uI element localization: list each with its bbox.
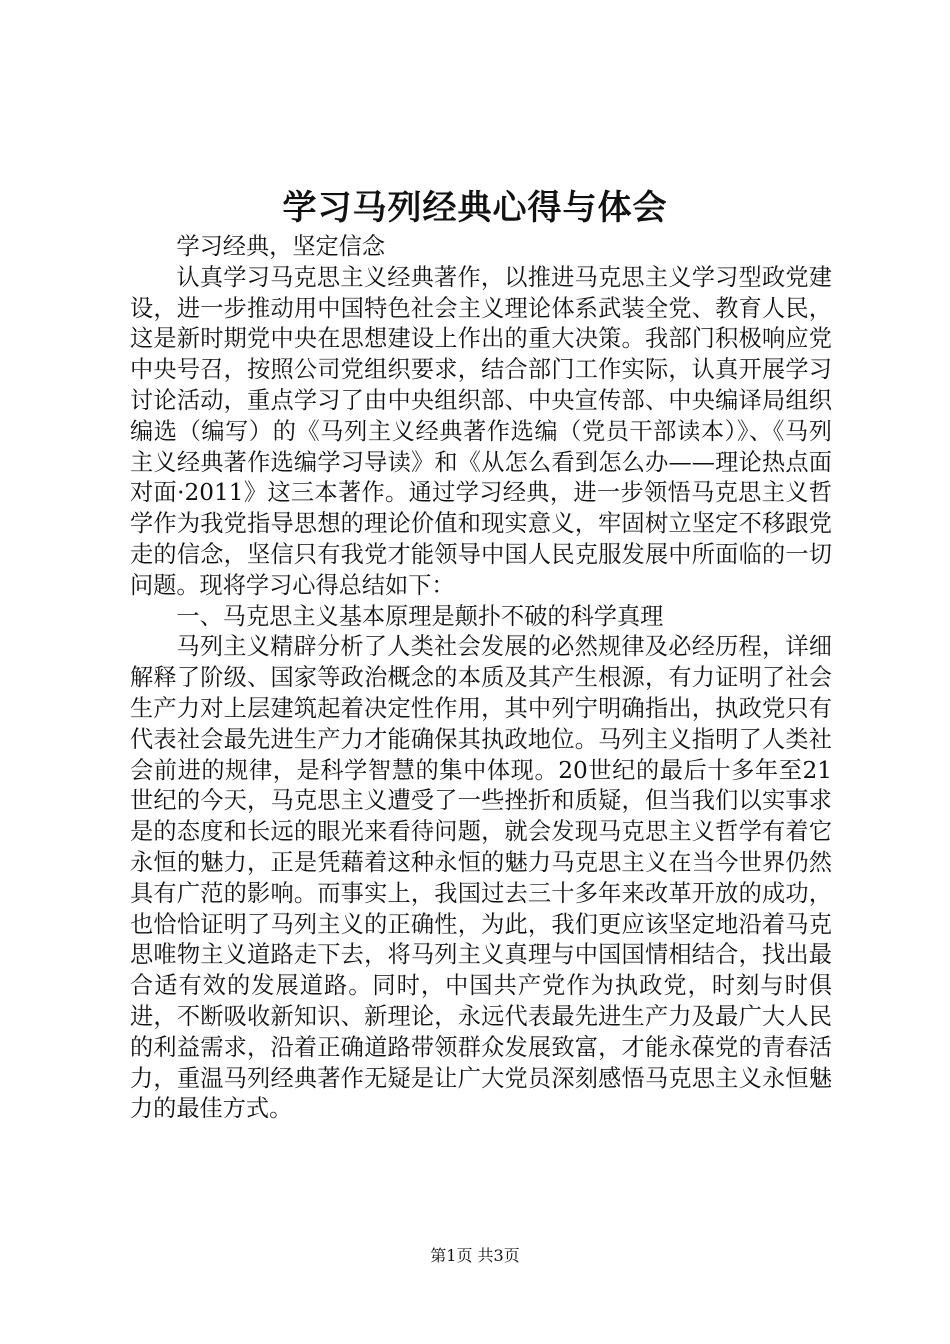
page-footer: 第1页 共3页	[430, 1246, 520, 1265]
paragraph-subtitle: 学习经典，坚定信念	[176, 233, 386, 260]
paragraph-intro: 认真学习马克思主义经典著作，以推进马克思主义学习型政党建设，进一步推动用中国特色社会主义理论体系武装全党、教育人民，这是新时期党中央在思想建设上作出的重大决策。我部门积极响应党中央号召，按照公司党组织要求，结合部门工作实际，认真开展学习讨论活动，重点学习了由中央组织部、中央宣传部、中央编译局组织编选（编写）的《马列主义经典著作选编（党员干部读本）》、《马列主义经典著作选编学习导读》和《从怎么看到怎么办——理论热点面对面·2011》这三本著作。通过学习经典，进一步领悟马克思主义哲学作为我党指导思想的理论价值和现实意义，牢固树立坚定不移跟党走的信念，坚信只有我党才能领导中国人民克服发展中所面临的一切问题。现将学习心得总结如下：	[130, 263, 832, 599]
document-title: 学习马列经典心得与体会	[282, 188, 668, 228]
document-body	[130, 232, 832, 1125]
paragraph-section-heading: 一、马克思主义基本原理是颠扑不破的科学真理	[176, 602, 664, 630]
paragraph-section-body: 马列主义精辟分析了人类社会发展的必然规律及必经历程，详细解释了阶级、国家等政治概念的本质及其产生根源，有力证明了社会生产力对上层建筑起着决定性作用，其中列宁明确指出，执政党只有代表社会最先进生产力才能确保其执政地位。马列主义指明了人类社会前进的规律，是科学智慧的集中体现。20世纪的最后十多年至21世纪的今天，马克思主义遭受了一些挫折和质疑，但当我们以实事求是的态度和长远的眼光来看待问题，就会发现马克思主义哲学有着它永恒的魅力，正是凭藉着这种永恒的魅力马克思主义在当今世界仍然具有广范的影响。而事实上，我国过去三十多年来改革开放的成功，也恰恰证明了马列主义的正确性，为此，我们更应该坚定地沿着马克思唯物主义道路走下去，将马列主义真理与中国国情相结合，找出最合适有效的发展道路。同时，中国共产党作为执政党，时刻与时俱进，不断吸收新知识、新理论，永远代表最先进生产力及最广大人民的利益需求，沿着正确道路带领群众发展致富，才能永葆党的青春活力，重温马列经典著作无疑是让广大党员深刻感悟马克思主义永恒魅力的最佳方式。	[130, 633, 832, 1123]
